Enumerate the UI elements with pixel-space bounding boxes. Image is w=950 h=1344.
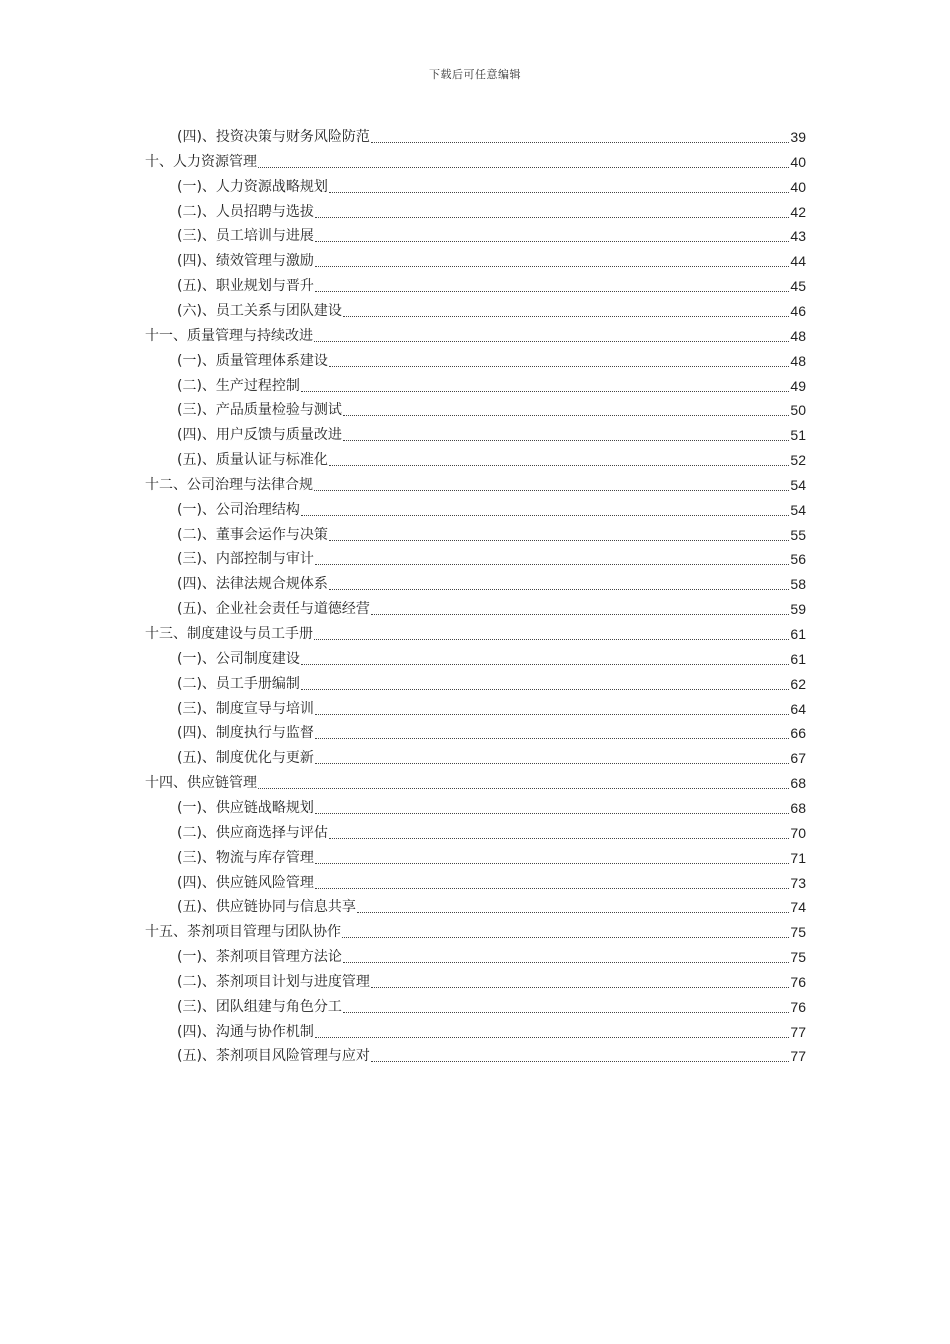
toc-dot-leader (315, 871, 789, 895)
toc-section-entry[interactable] (177, 572, 806, 596)
toc-dot-leader (315, 746, 789, 770)
toc-dot-leader (329, 349, 789, 373)
toc-section-entry[interactable] (177, 945, 806, 969)
toc-entry-title: (四)、绩效管理与激励 (177, 253, 314, 270)
toc-section-entry[interactable] (177, 224, 806, 248)
toc-entry-page-number: 61 (790, 626, 806, 642)
toc-section-entry[interactable] (177, 895, 806, 919)
toc-section-entry[interactable] (177, 1044, 806, 1068)
toc-section-entry[interactable] (177, 1020, 806, 1044)
toc-entry-page-number: 77 (790, 1048, 806, 1065)
toc-section-entry[interactable] (177, 796, 806, 820)
toc-dot-leader (343, 945, 789, 969)
toc-section-entry[interactable] (177, 647, 806, 671)
toc-section-entry[interactable] (177, 374, 806, 398)
toc-entry-page-number: 40 (790, 178, 806, 195)
toc-entry-page-number: 66 (790, 725, 806, 742)
toc-section-entry[interactable] (177, 746, 806, 770)
toc-entry-title: (四)、投资决策与财务风险防范 (177, 129, 370, 145)
toc-dot-leader (357, 895, 789, 919)
toc-entry-title: 十二、公司治理与法律合规 (145, 476, 313, 493)
toc-entry-title: (四)、沟通与协作机制 (177, 1023, 314, 1040)
toc-entry-title: (五)、供应链协同与信息共享 (177, 899, 356, 916)
toc-section-entry[interactable] (177, 274, 806, 298)
toc-entry-title: (五)、茶剂项目风险管理与应对 (177, 1048, 370, 1065)
toc-section-entry[interactable] (177, 672, 806, 696)
toc-entry-page-number: 58 (790, 576, 806, 593)
toc-entry-title: 十五、茶剂项目管理与团队协作 (145, 924, 341, 941)
toc-dot-leader (343, 423, 789, 447)
toc-dot-leader (371, 125, 789, 149)
toc-dot-leader (315, 224, 789, 248)
toc-section-entry[interactable] (177, 821, 806, 845)
toc-entry-page-number: 43 (790, 228, 806, 245)
toc-entry-page-number: 64 (790, 700, 806, 717)
toc-entry-title: (三)、员工培训与进展 (177, 228, 314, 245)
toc-entry-page-number: 46 (790, 302, 806, 319)
toc-chapter-entry[interactable] (145, 920, 806, 944)
toc-entry-title: (二)、董事会运作与决策 (177, 526, 328, 543)
toc-entry-page-number: 77 (790, 1023, 806, 1040)
toc-section-entry[interactable] (177, 547, 806, 571)
toc-chapter-entry[interactable] (145, 622, 806, 646)
toc-section-entry[interactable] (177, 398, 806, 422)
toc-chapter-entry[interactable] (145, 324, 806, 348)
toc-section-entry[interactable] (177, 423, 806, 447)
toc-dot-leader (371, 970, 789, 994)
toc-dot-leader (315, 547, 789, 571)
toc-entry-title: (三)、团队组建与角色分工 (177, 998, 342, 1015)
toc-entry-page-number: 75 (790, 949, 806, 966)
toc-entry-title: (四)、法律法规合规体系 (177, 576, 328, 593)
toc-dot-leader (315, 697, 789, 721)
toc-entry-page-number: 55 (790, 526, 806, 543)
toc-entry-title: (六)、员工关系与团队建设 (177, 302, 342, 319)
toc-entry-page-number: 71 (790, 849, 806, 866)
toc-entry-page-number: 48 (790, 327, 806, 344)
toc-dot-leader (258, 150, 789, 174)
toc-dot-leader (329, 572, 789, 596)
toc-dot-leader (301, 374, 789, 398)
toc-section-entry[interactable] (177, 175, 806, 199)
toc-dot-leader (329, 448, 789, 472)
toc-entry-title: (三)、内部控制与审计 (177, 551, 314, 568)
toc-dot-leader (371, 597, 789, 621)
toc-entry-page-number: 73 (790, 874, 806, 891)
toc-dot-leader (258, 771, 789, 795)
toc-section-entry[interactable] (177, 249, 806, 273)
toc-entry-page-number: 74 (790, 899, 806, 916)
toc-dot-leader (315, 796, 789, 820)
toc-section-entry[interactable] (177, 349, 806, 373)
toc-section-entry[interactable] (177, 125, 806, 149)
toc-dot-leader (329, 523, 789, 547)
toc-entry-title: (一)、茶剂项目管理方法论 (177, 949, 342, 966)
toc-entry-page-number: 68 (790, 799, 806, 816)
toc-entry-title: (二)、生产过程控制 (177, 377, 300, 394)
toc-entry-title: (三)、物流与库存管理 (177, 849, 314, 866)
toc-entry-page-number: 76 (790, 998, 806, 1015)
toc-entry-title: (二)、茶剂项目计划与进度管理 (177, 973, 370, 990)
toc-section-entry[interactable] (177, 200, 806, 224)
toc-section-entry[interactable] (177, 697, 806, 721)
toc-entry-page-number: 70 (790, 824, 806, 841)
toc-entry-title: (四)、用户反馈与质量改进 (177, 427, 342, 444)
toc-entry-title: (四)、制度执行与监督 (177, 725, 314, 742)
toc-entry-title: 十三、制度建设与员工手册 (145, 626, 313, 642)
toc-entry-page-number: 67 (790, 750, 806, 767)
toc-entry-page-number: 39 (790, 129, 806, 145)
toc-dot-leader (315, 200, 789, 224)
toc-entry-page-number: 62 (790, 675, 806, 692)
toc-entry-page-number: 44 (790, 253, 806, 270)
toc-entry-title: (五)、企业社会责任与道德经营 (177, 601, 370, 618)
toc-entry-title: (一)、人力资源战略规划 (177, 178, 328, 195)
toc-entry-title: 十一、质量管理与持续改进 (145, 327, 313, 344)
toc-entry-page-number: 42 (790, 203, 806, 220)
toc-entry-title: (四)、供应链风险管理 (177, 874, 314, 891)
toc-dot-leader (301, 498, 789, 522)
page-header: 下载后可任意编辑 (429, 68, 521, 81)
toc-entry-page-number: 54 (790, 476, 806, 493)
toc-entry-page-number: 75 (790, 924, 806, 941)
toc-dot-leader (314, 473, 789, 497)
toc-dot-leader (343, 398, 789, 422)
toc-entry-page-number: 48 (790, 352, 806, 369)
toc-entry-title: (五)、制度优化与更新 (177, 750, 314, 767)
toc-entry-title: (一)、质量管理体系建设 (177, 352, 328, 369)
toc-dot-leader (329, 175, 789, 199)
toc-entry-page-number: 40 (790, 153, 806, 170)
toc-entry-page-number: 49 (790, 377, 806, 394)
toc-entry-title: (三)、制度宣导与培训 (177, 700, 314, 717)
toc-section-entry[interactable] (177, 846, 806, 870)
toc-entry-page-number: 52 (790, 452, 806, 469)
toc-entry-page-number: 59 (790, 601, 806, 618)
toc-dot-leader (371, 1044, 789, 1068)
toc-dot-leader (301, 672, 789, 696)
toc-entry-title: (三)、产品质量检验与测试 (177, 402, 342, 419)
toc-entry-page-number: 54 (790, 501, 806, 518)
toc-entry-title: (一)、公司治理结构 (177, 501, 300, 518)
toc-entry-page-number: 68 (790, 775, 806, 792)
toc-section-entry[interactable] (177, 498, 806, 522)
toc-dot-leader (315, 1020, 789, 1044)
toc-dot-leader (315, 274, 789, 298)
toc-entry-title: (二)、员工手册编制 (177, 675, 300, 692)
toc-entry-page-number: 45 (790, 278, 806, 295)
toc-entry-page-number: 56 (790, 551, 806, 568)
toc-entry-title: (五)、职业规划与晋升 (177, 278, 314, 295)
toc-entry-title: 十、人力资源管理 (145, 153, 257, 170)
toc-entry-title: (五)、质量认证与标准化 (177, 452, 328, 469)
toc-chapter-entry[interactable] (145, 771, 806, 795)
toc-dot-leader (315, 846, 789, 870)
toc-chapter-entry[interactable] (145, 473, 806, 497)
toc-section-entry[interactable] (177, 995, 806, 1019)
toc-entry-page-number: 61 (790, 650, 806, 667)
toc-chapter-entry[interactable] (145, 150, 806, 174)
toc-entry-page-number: 51 (790, 427, 806, 444)
toc-entry-title: (二)、供应商选择与评估 (177, 824, 328, 841)
toc-entry-title: (一)、供应链战略规划 (177, 799, 314, 816)
toc-section-entry[interactable] (177, 523, 806, 547)
toc-entry-title: 十四、供应链管理 (145, 775, 257, 792)
toc-dot-leader (315, 249, 789, 273)
toc-entry-page-number: 76 (790, 973, 806, 990)
toc-dot-leader (314, 622, 789, 646)
toc-entry-title: (一)、公司制度建设 (177, 650, 300, 667)
toc-section-entry[interactable] (177, 448, 806, 472)
toc-dot-leader (301, 647, 789, 671)
toc-section-entry[interactable] (177, 871, 806, 895)
toc-dot-leader (343, 299, 789, 323)
toc-dot-leader (343, 995, 789, 1019)
toc-dot-leader (315, 721, 789, 745)
toc-section-entry[interactable] (177, 597, 806, 621)
toc-section-entry[interactable] (177, 299, 806, 323)
toc-dot-leader (329, 821, 789, 845)
toc-entry-title: (二)、人员招聘与选拔 (177, 203, 314, 220)
toc-dot-leader (314, 324, 789, 348)
toc-section-entry[interactable] (177, 970, 806, 994)
toc-entry-page-number: 50 (790, 402, 806, 419)
toc-section-entry[interactable] (177, 721, 806, 745)
toc-dot-leader (342, 920, 789, 944)
